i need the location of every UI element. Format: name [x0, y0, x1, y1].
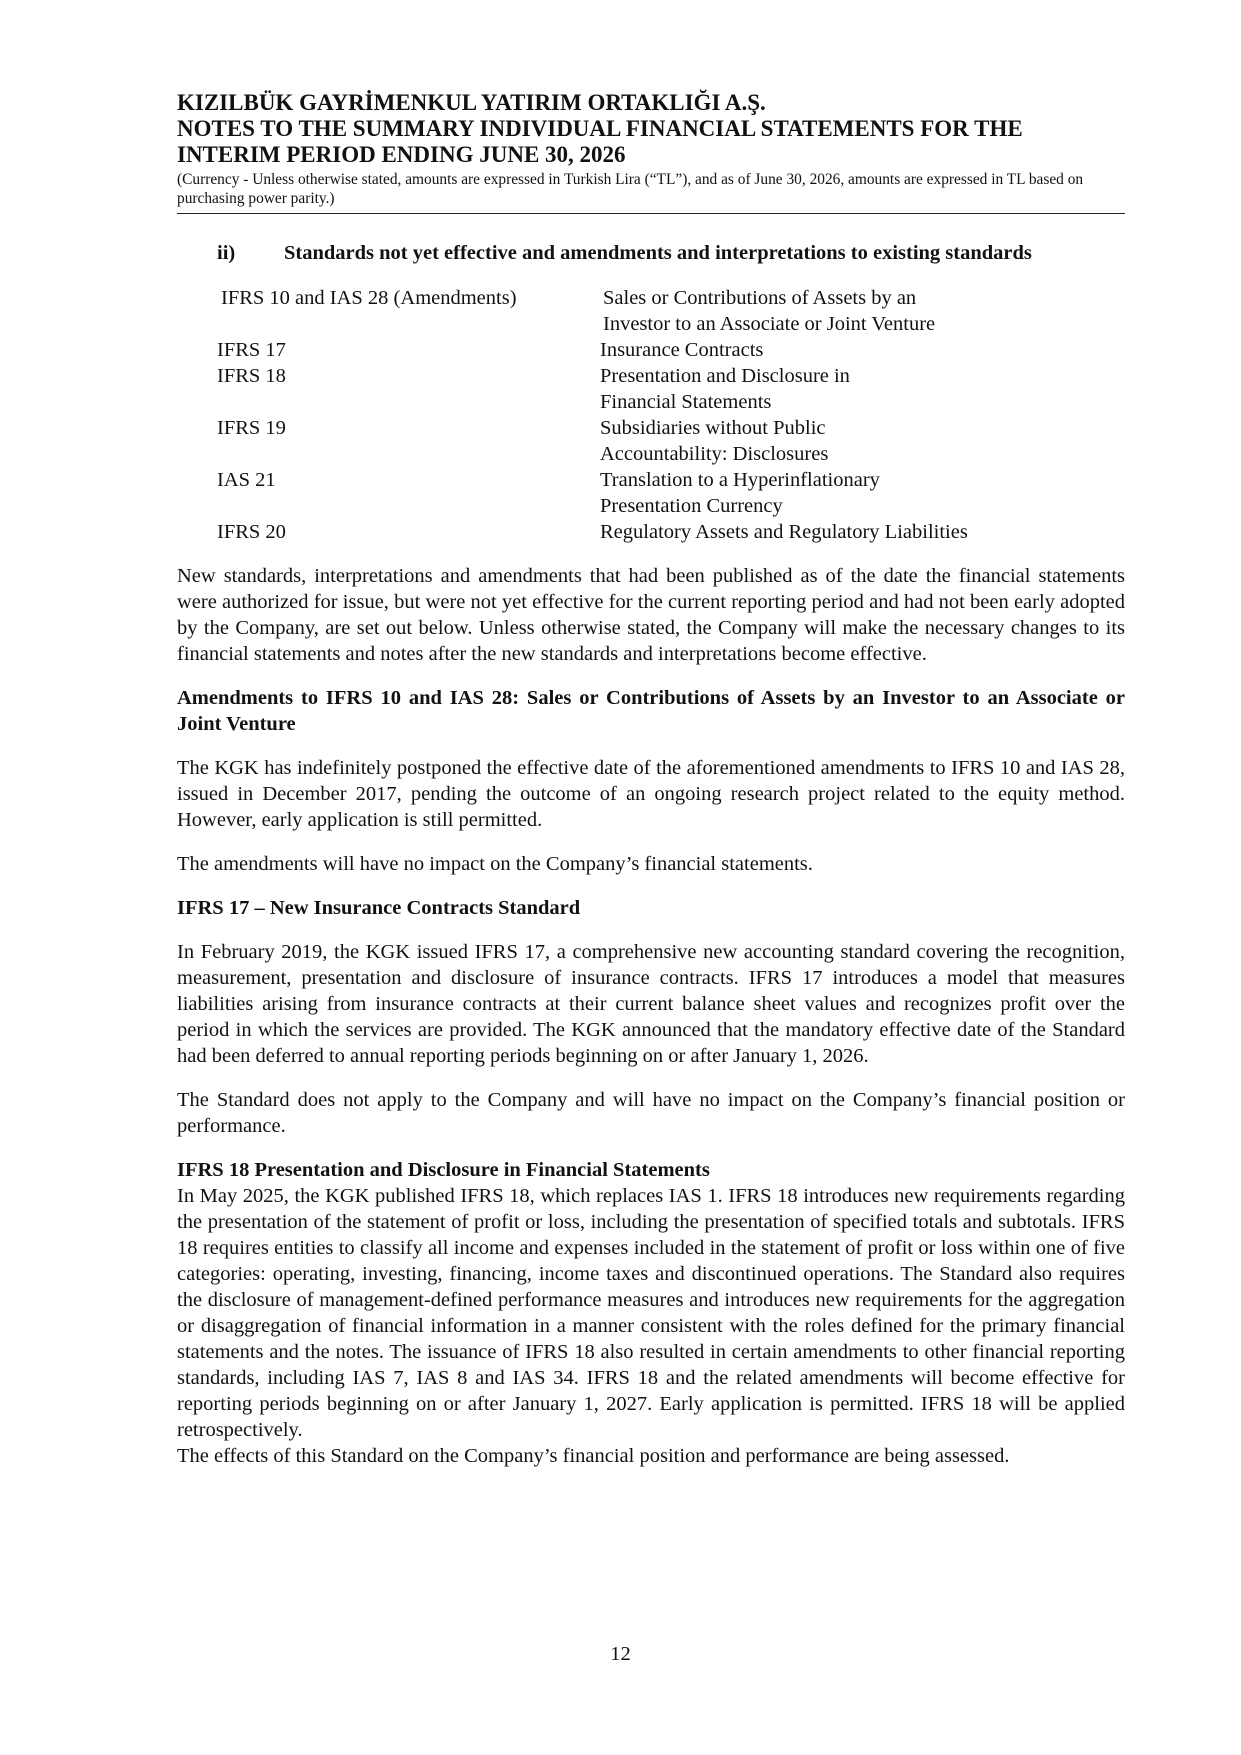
- standard-row: [177, 363, 1125, 415]
- ifrs18-impact-paragraph: The effects of this Standard on the Company’s financial position and performance are being assessed.: [177, 1445, 1010, 1467]
- standard-description-line: Presentation and Disclosure in: [600, 365, 850, 387]
- amendments-ifrs10-paragraph: The KGK has indefinitely postponed the effective date of the aforementioned amendments to IFRS 10 and IAS 28, issued in December 2017, pending the outcome of an ongoing research project related to the equity method. However, early application is still permitted.: [177, 757, 1125, 831]
- document-title-line-2: INTERIM PERIOD ENDING JUNE 30, 2026: [177, 142, 626, 167]
- standards-list: [177, 285, 1125, 545]
- standard-description-line: Insurance Contracts: [600, 339, 764, 361]
- standard-description: [600, 363, 1030, 415]
- amendments-ifrs10-impact-paragraph: The amendments will have no impact on the Company’s financial statements.: [177, 853, 813, 875]
- standard-description-line: Subsidiaries without Public: [600, 417, 826, 439]
- standard-code: IFRS 18: [217, 365, 286, 387]
- standard-row: [177, 337, 1125, 363]
- standard-description: [600, 285, 1033, 337]
- ifrs17-heading: IFRS 17 – New Insurance Contracts Standard: [177, 897, 581, 919]
- standard-code: IFRS 19: [217, 417, 286, 439]
- standard-description-line: Financial Statements: [600, 391, 772, 413]
- standard-code: IFRS 10 and IAS 28 (Amendments): [221, 287, 517, 309]
- section-title: Standards not yet effective and amendments and interpretations to existing standards: [284, 242, 1032, 264]
- document-title-line-1: NOTES TO THE SUMMARY INDIVIDUAL FINANCIAL STATEMENTS FOR THE: [177, 116, 1023, 141]
- ifrs18-heading: IFRS 18 Presentation and Disclosure in Financial Statements: [177, 1159, 710, 1181]
- company-name: KIZILBÜK GAYRİMENKUL YATIRIM ORTAKLIĞI A.Ş.: [177, 90, 766, 115]
- ifrs17-impact-paragraph: The Standard does not apply to the Company and will have no impact on the Company’s financial position or performance.: [177, 1089, 1125, 1137]
- standard-description-line: Investor to an Associate or Joint Venture: [603, 313, 936, 335]
- standard-code: IFRS 20: [217, 521, 286, 543]
- intro-paragraph: New standards, interpretations and amendments that had been published as of the date the financial statements were authorized for issue, but were not yet effective for the current reporting period and had not been early adopted by the Company, are set out below. Unless otherwise stated, the Company will make the necessary changes to its financial statements and notes after the new standards and interpretations become effective.: [177, 565, 1125, 665]
- standard-code: IAS 21: [217, 469, 276, 491]
- standard-description-line: Sales or Contributions of Assets by an: [603, 287, 917, 309]
- standard-description-line: Translation to a Hyperinflationary: [600, 469, 880, 491]
- standard-description-line: Regulatory Assets and Regulatory Liabilities: [600, 521, 968, 543]
- section-number: ii): [217, 242, 236, 264]
- standard-row: [177, 519, 1125, 545]
- standard-code: IFRS 17: [217, 339, 286, 361]
- standard-row: [177, 285, 1125, 337]
- amendments-ifrs10-ias28-heading: Amendments to IFRS 10 and IAS 28: Sales or Contributions of Assets by an Investor to an Associate or Joint Venture: [177, 687, 1125, 735]
- page-header: [177, 90, 1125, 214]
- standard-description: [600, 337, 1030, 363]
- standard-description: [600, 467, 1030, 519]
- standard-description-line: Accountability: Disclosures: [600, 443, 829, 465]
- currency-note: (Currency - Unless otherwise stated, amounts are expressed in Turkish Lira (“TL”), and as of June 30, 2026, amounts are expressed in TL based on purchasing power parity.): [177, 171, 1084, 207]
- standard-description: [600, 519, 1030, 545]
- standard-row: [177, 415, 1125, 467]
- standard-description-line: Presentation Currency: [600, 495, 783, 517]
- ifrs18-paragraph: In May 2025, the KGK published IFRS 18, which replaces IAS 1. IFRS 18 introduces new requirements regarding the presentation of the statement of profit or loss, including the presentation of specified totals and subtotals. IFRS 18 requires entities to classify all income and expenses included in the statement of profit or loss within one of five categories: operating, investing, financing, income taxes and discontinued operations. The Standard also requires the disclosure of management-defined performance measures and introduces new requirements for the aggregation or disaggregation of financial information in a manner consistent with the roles defined for the primary financial statements and the notes. The issuance of IFRS 18 also resulted in certain amendments to other financial reporting standards, including IAS 7, IAS 8 and IAS 34. IFRS 18 and the related amendments will become effective for reporting periods beginning on or after January 1, 2027. Early application is permitted. IFRS 18 will be applied retrospectively.: [177, 1185, 1125, 1441]
- ifrs17-paragraph: In February 2019, the KGK issued IFRS 17, a comprehensive new accounting standard covering the recognition, measurement, presentation and disclosure of insurance contracts. IFRS 17 introduces a model that measures liabilities arising from insurance contracts at their current balance sheet values and recognizes profit over the period in which the services are provided. The KGK announced that the mandatory effective date of the Standard had been deferred to annual reporting periods beginning on or after January 1, 2026.: [177, 941, 1125, 1067]
- page-content: [177, 90, 1125, 1469]
- header-divider: [177, 213, 1125, 214]
- standard-row: [177, 467, 1125, 519]
- section-heading: [177, 238, 1125, 269]
- page-number: 12: [610, 1643, 631, 1665]
- standard-description: [600, 415, 1030, 467]
